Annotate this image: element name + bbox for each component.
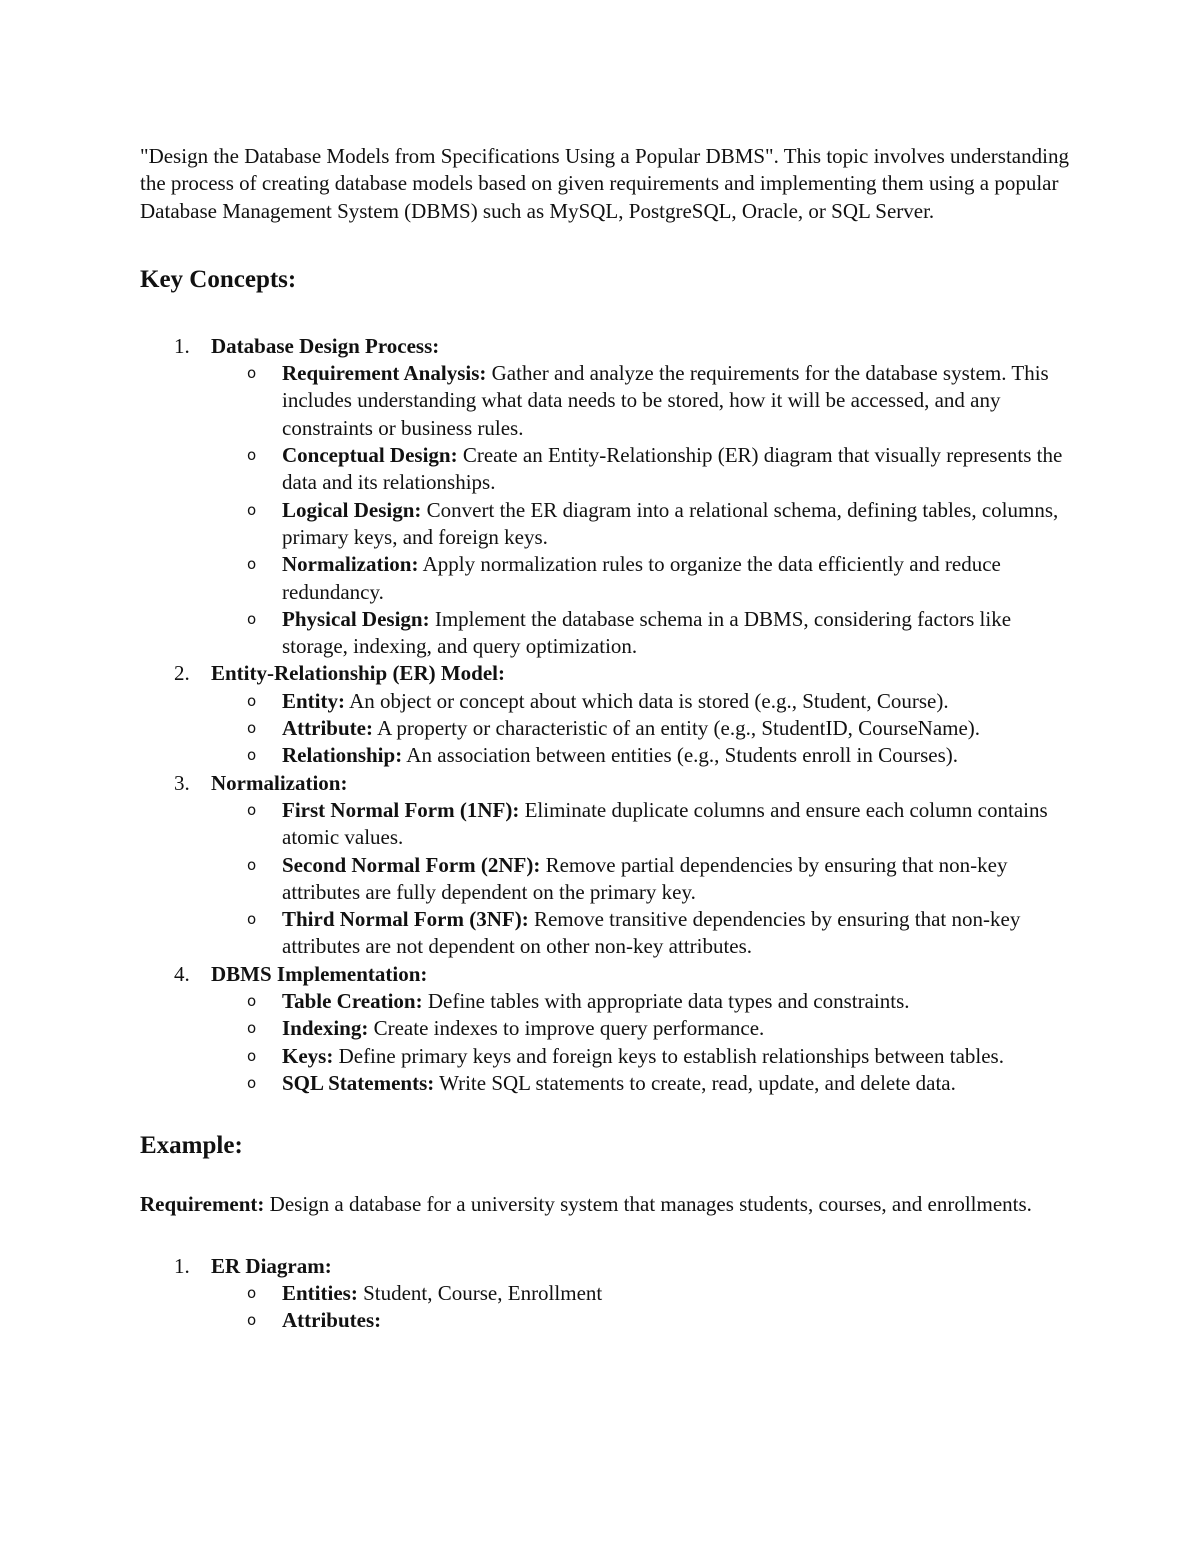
sub-item-term: Keys: (282, 1043, 334, 1068)
sub-item-term: Attributes: (282, 1308, 382, 1333)
bullet-icon: o (247, 1283, 257, 1302)
requirement-paragraph (140, 1191, 1070, 1218)
sub-item-text: An association between entities (e.g., Students enroll in Courses). (402, 743, 959, 768)
sub-list-item (211, 1043, 1070, 1070)
list-item (140, 770, 1070, 961)
sub-item-term: Entity: (282, 688, 345, 713)
sub-item-term: Physical Design: (282, 606, 430, 631)
sub-item-text: Remove partial dependencies by ensuring that non-key attributes are fully dependent on the primary key. (282, 852, 1008, 904)
sub-list-item (211, 688, 1070, 715)
sub-item-term: Entities: (282, 1280, 358, 1305)
bullet-icon: o (247, 1046, 257, 1065)
sub-item-term: Table Creation: (282, 989, 423, 1014)
bullet-icon: o (247, 800, 257, 819)
list-item-title: Database Design Process: (211, 333, 440, 358)
bullet-icon: o (247, 1019, 257, 1038)
sub-item-text: Implement the database schema in a DBMS, considering factors like storage, indexing, and query optimization. (282, 606, 1012, 659)
bullet-icon: o (247, 555, 257, 574)
sub-item-term: First Normal Form (1NF): (282, 797, 520, 822)
bullet-icon: o (247, 446, 257, 465)
sub-list (211, 360, 1070, 660)
sub-list-item (211, 988, 1070, 1015)
list-item-number: 3. (174, 770, 190, 795)
list-item-number: 1. (174, 333, 190, 358)
sub-item-term: Logical Design: (282, 497, 422, 522)
bullet-icon: o (247, 1311, 257, 1330)
sub-item-text: Eliminate duplicate columns and ensure each column contains atomic values. (282, 797, 1048, 850)
sub-list-item (211, 1307, 1070, 1334)
key-concepts-list (140, 333, 1070, 1097)
list-item (140, 961, 1070, 1097)
sub-list-item (211, 1015, 1070, 1042)
sub-item-term: Conceptual Design: (282, 443, 458, 468)
sub-list-item (211, 497, 1070, 552)
list-item-number: 2. (174, 661, 190, 686)
sub-list-item (211, 1070, 1070, 1097)
sub-list (211, 688, 1070, 770)
sub-item-text: An object or concept about which data is stored (e.g., Student, Course). (345, 688, 949, 713)
bullet-icon: o (247, 364, 257, 383)
sub-item-text: Remove transitive dependencies by ensuring that non-key attributes are not dependent on other non-key attributes. (282, 907, 1021, 959)
bullet-icon: o (247, 609, 257, 628)
sub-item-text: Student, Course, Enrollment (357, 1280, 603, 1305)
sub-item-term: Third Normal Form (3NF): (282, 907, 529, 932)
sub-list-item (211, 442, 1070, 497)
sub-item-text: Define primary keys and foreign keys to establish relationships between tables. (333, 1043, 1004, 1068)
sub-item-text: Apply normalization rules to organize the data efficiently and reduce redundancy. (282, 552, 1001, 604)
sub-item-text: Create an Entity-Relationship (ER) diagram that visually represents the data and its relationships. (282, 443, 1063, 495)
list-item-title: Entity-Relationship (ER) Model: (211, 661, 505, 686)
sub-item-text: Define tables with appropriate data types and constraints. (422, 989, 910, 1014)
sub-item-term: Attribute: (282, 716, 373, 741)
intro-paragraph: "Design the Database Models from Specifications Using a Popular DBMS". This topic involves understanding the process of creating database models based on given requirements and implementing them using a popular Database Management System (DBMS) such as MySQL, PostgreSQL, Oracle, or SQL Server. (140, 144, 1069, 223)
sub-list-item (211, 1280, 1070, 1307)
sub-item-term: SQL Statements: (282, 1070, 435, 1095)
bullet-icon: o (247, 1073, 257, 1092)
example-list (140, 1253, 1070, 1335)
sub-list-item (211, 551, 1070, 606)
bullet-icon: o (247, 746, 257, 765)
sub-item-text: Convert the ER diagram into a relational schema, defining tables, columns, primary keys, and foreign keys. (282, 497, 1059, 549)
list-item-title: ER Diagram: (211, 1253, 332, 1278)
sub-item-term: Indexing: (282, 1016, 369, 1041)
sub-item-text: Write SQL statements to create, read, update, and delete data. (434, 1070, 956, 1095)
sub-list-item (211, 360, 1070, 442)
sub-list (211, 797, 1070, 961)
bullet-icon: o (247, 910, 257, 929)
sub-list-item (211, 742, 1070, 769)
list-item-number: 4. (174, 961, 190, 986)
sub-item-term: Relationship: (282, 743, 403, 768)
key-concepts-heading: Key Concepts: (140, 265, 297, 293)
bullet-icon: o (247, 855, 257, 874)
sub-list (211, 1280, 1070, 1335)
sub-item-term: Requirement Analysis: (282, 361, 487, 386)
example-heading: Example: (140, 1132, 243, 1160)
bullet-icon: o (247, 500, 257, 519)
sub-item-text: Gather and analyze the requirements for the database system. This includes understanding what data needs to be stored, how it will be accessed, and any constraints or business rules. (282, 361, 1049, 440)
bullet-icon: o (247, 992, 257, 1011)
requirement-label: Requirement: (140, 1192, 265, 1217)
list-item (140, 660, 1070, 769)
list-item-title: DBMS Implementation: (211, 961, 428, 986)
bullet-icon: o (247, 719, 257, 738)
bullet-icon: o (247, 691, 257, 710)
document-page (140, 143, 1070, 1334)
sub-list-item (211, 797, 1070, 852)
sub-list-item (211, 715, 1070, 742)
sub-item-term: Second Normal Form (2NF): (282, 852, 541, 877)
list-item-title: Normalization: (211, 770, 348, 795)
list-item (140, 1253, 1070, 1335)
sub-item-text: Create indexes to improve query performance. (368, 1016, 765, 1041)
sub-list-item (211, 852, 1070, 907)
list-item (140, 333, 1070, 661)
list-item-number: 1. (174, 1253, 190, 1278)
sub-list-item (211, 906, 1070, 961)
sub-item-term: Normalization: (282, 552, 419, 577)
sub-list (211, 988, 1070, 1097)
sub-item-text: A property or characteristic of an entity (e.g., StudentID, CourseName). (372, 716, 981, 741)
sub-list-item (211, 606, 1070, 661)
requirement-text: Design a database for a university system that manages students, courses, and enrollments. (264, 1192, 1032, 1217)
